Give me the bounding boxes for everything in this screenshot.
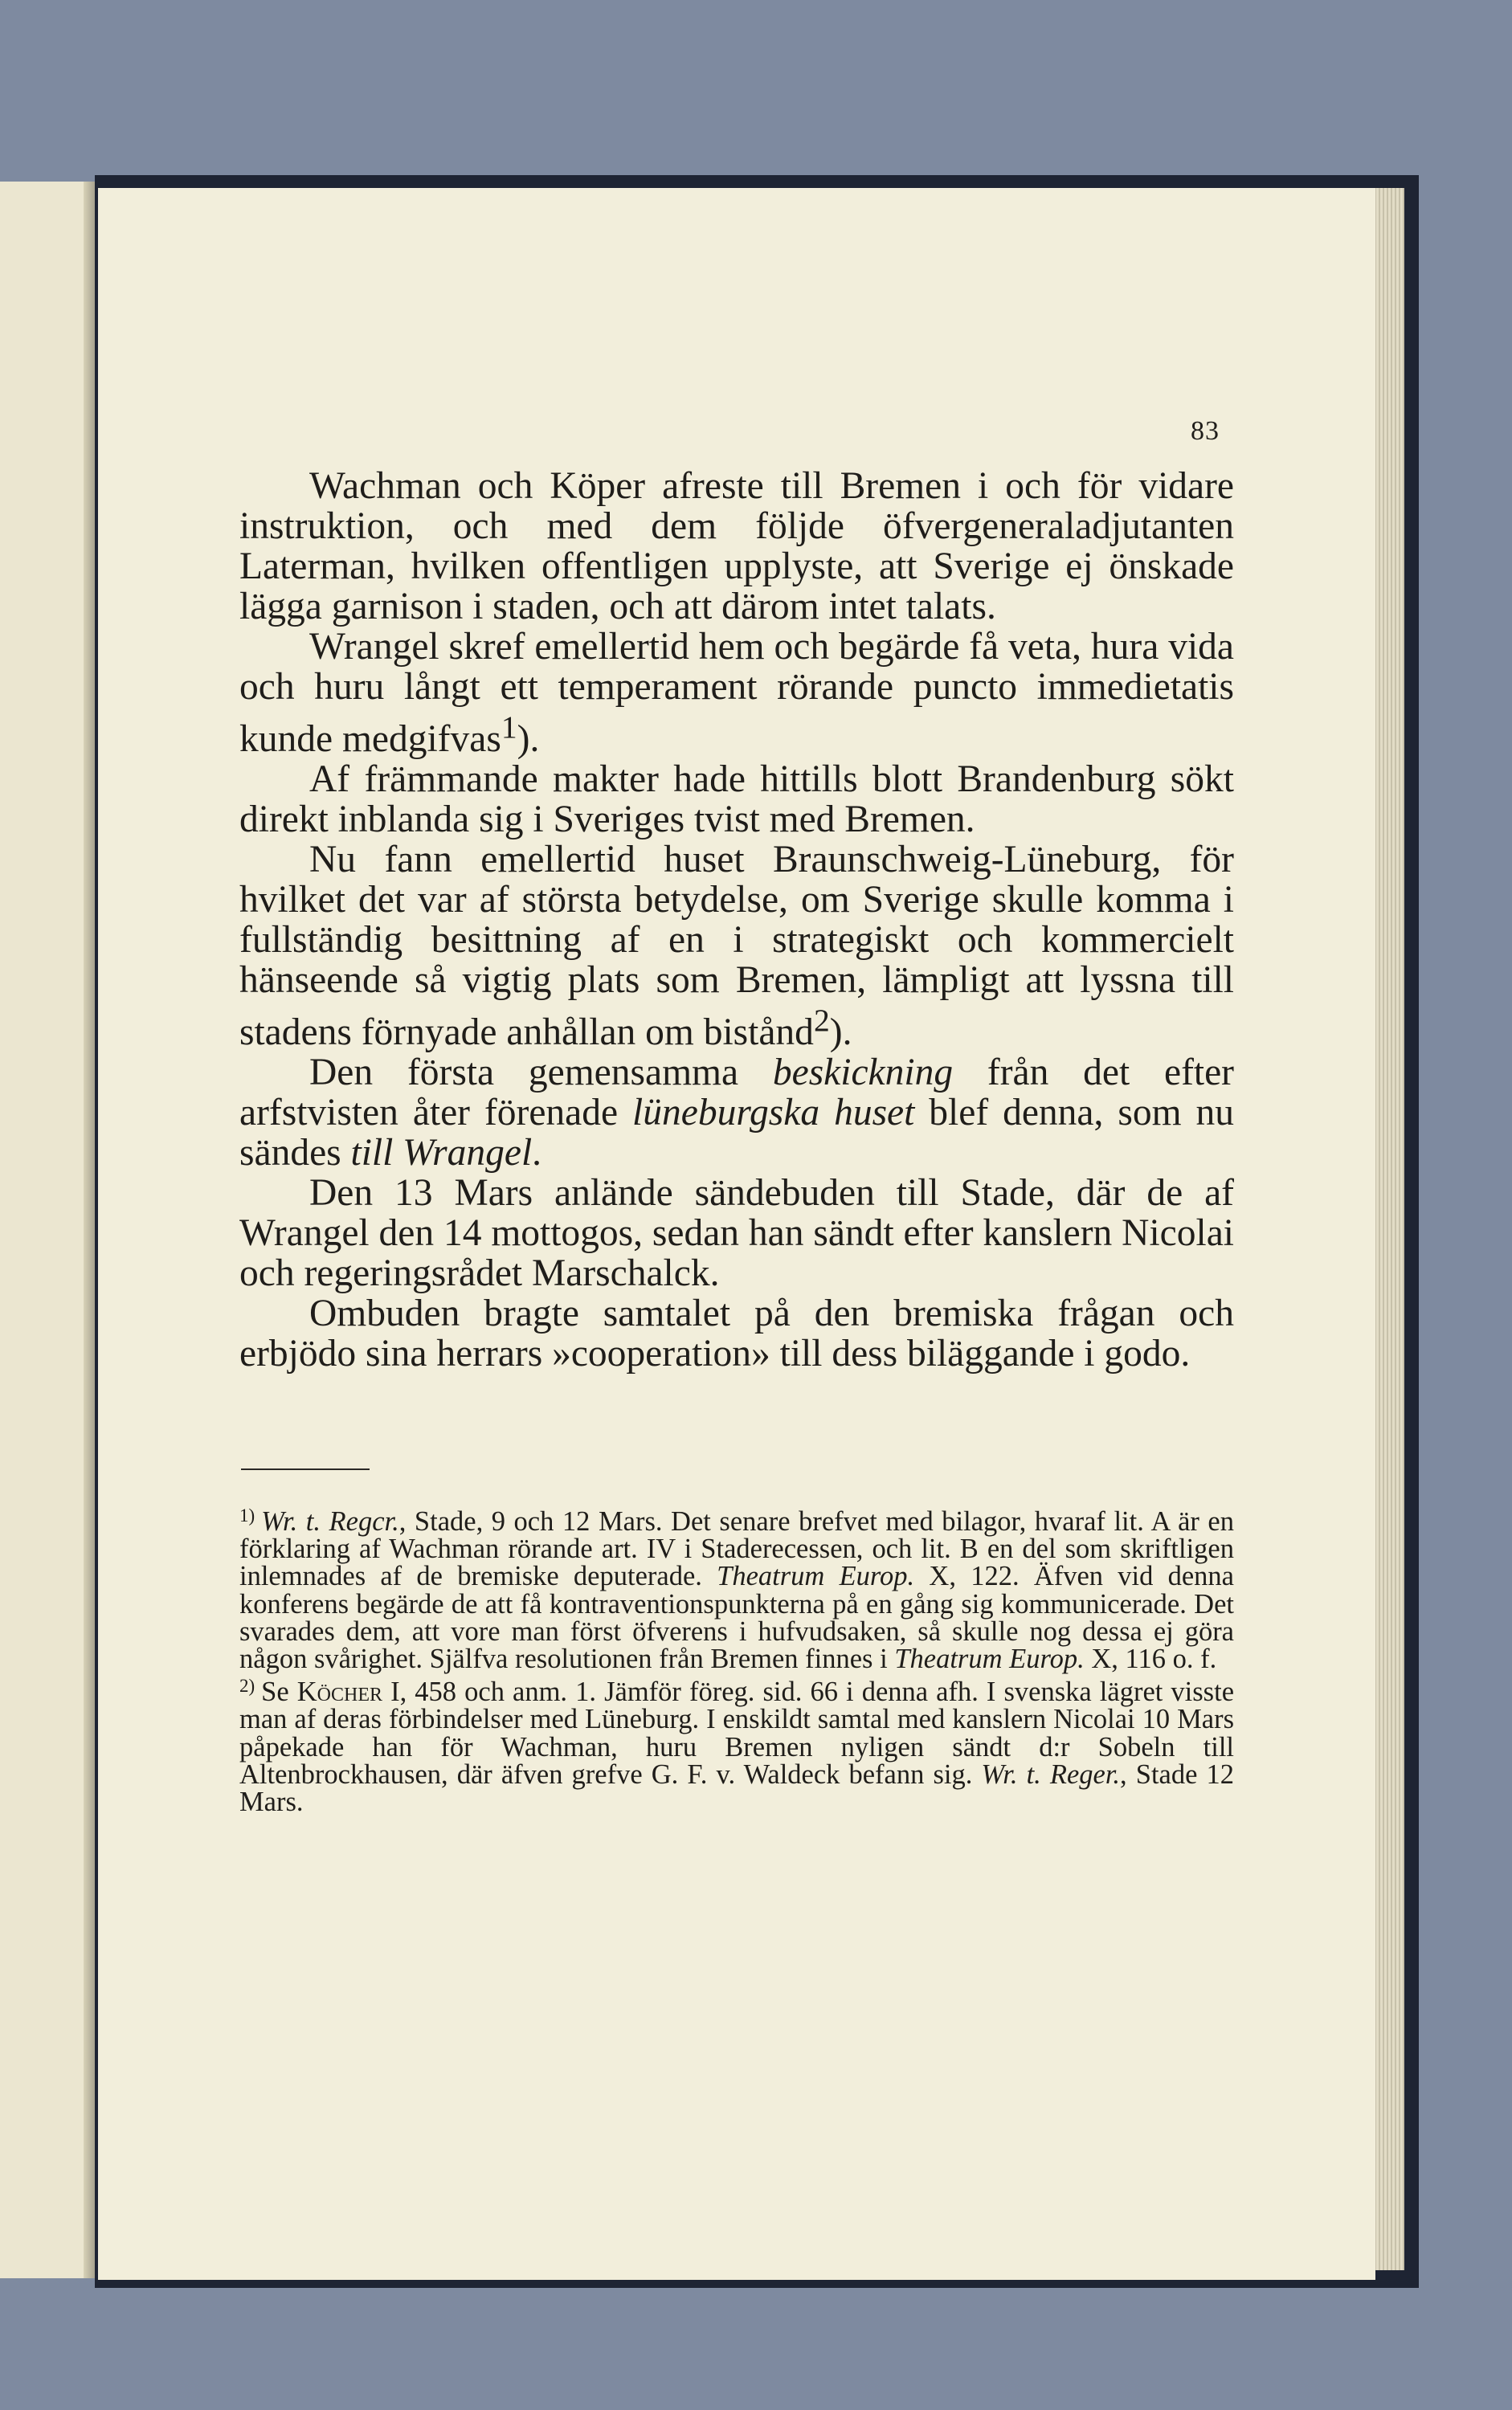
footnote-rule [241, 1468, 370, 1470]
footnote-2: $^{2)}$ Se Köcher I, 458 och anm. 1. Jämför föreg. sid. 66 i denna afh. I svenska lägret visste man af deras förbindelser med Lüneburg. I enskildt samtal med kanslern Nicolai 10 Mars påpekade han för Wachman, huru Bremen nyligen sändt d:r Sobeln till Altenbrockhausen, där äfven grefve G. F. v. Waldeck befann sig. Wr. t. Reger., Stade 12 Mars. [239, 1676, 1235, 1818]
book-page [98, 188, 1375, 2280]
footnote-ref-2: 2 [813, 1002, 830, 1038]
paragraph-1: Wachman och Köper afreste till Bremen i och för vidare instruktion, och med dem följde öfvergeneraladjutanten Laterman, hvilken offentligen upplyste, att Sverige ej önskade lägga garnison i staden, och att därom intet talats. [239, 465, 1234, 627]
body-text [239, 466, 1234, 1374]
footnote-marker: 2) [239, 1676, 255, 1697]
paragraph-6: Den 13 Mars anlände sändebuden till Stade, där de af Wrangel den 14 mottogos, sedan han sändt efter kanslern Nicolai och regeringsrådet Marschalck. [239, 1171, 1234, 1294]
emphasis: till Wrangel [350, 1131, 533, 1174]
emphasis: lüneburgska huset [632, 1091, 915, 1134]
emphasis: beskickning [772, 1051, 954, 1093]
footnote-1: $^{1)}$ Wr. t. Regcr., Stade, 9 och 12 Mars. Det senare brefvet med bilagor, hvaraf lit. A är en förklaring af Wachman rörande art. IV i Staderecessen, och lit. B en del som skriftligen inlemnades af de bremiske deputerade. Theatrum Europ. X, 122. Äfven vid denna konferens begärde de att få kontraventionspunkterna på en gång sig kommunicerade. Det svarades dem, att vore man först öfverens i hufvudsaken, så skulle nog dessa ej göra någon svårighet. Själfva resolutionen från Bremen finnes i Theatrum Europ. X, 116 o. f. [239, 1505, 1234, 1675]
facing-page [0, 182, 95, 2278]
footnotes [239, 1502, 1234, 1816]
paragraph-2: Wrangel skref emellertid hem och begärde få veta, hura vida och huru långt ett temperament rörande puncto immedietatis kunde medgifvas$^1$). [239, 626, 1234, 760]
facing-page-edge [84, 182, 95, 2278]
page-number: 83 [1191, 416, 1220, 446]
paragraph-5: Den första gemensamma beskickning från det efter arfstvisten åter förenade lüneburgska huset blef denna, som nu sändes till Wrangel. [239, 1051, 1234, 1174]
paragraph-3: Af främmande makter hade hittills blott Brandenburg sökt direkt inblanda sig i Sveriges tvist med Bremen. [239, 758, 1234, 840]
footnote-ref-1: 1 [501, 709, 517, 745]
footnote-marker: 1) [239, 1505, 255, 1526]
paragraph-7: Ombuden bragte samtalet på den bremiska frågan och erbjödo sina herrars »cooperation» till dess biläggande i godo. [239, 1292, 1234, 1375]
paragraph-4: Nu fann emellertid huset Braunschweig-Lüneburg, för hvilket det var af största betydelse, om Sverige skulle komma i fullständig besittning af en i strategiskt och kommercielt hänseende så vigtig plats som Bremen, lämpligt att lyssna till stadens förnyade anhållan om bistånd$^2$). [239, 838, 1234, 1053]
